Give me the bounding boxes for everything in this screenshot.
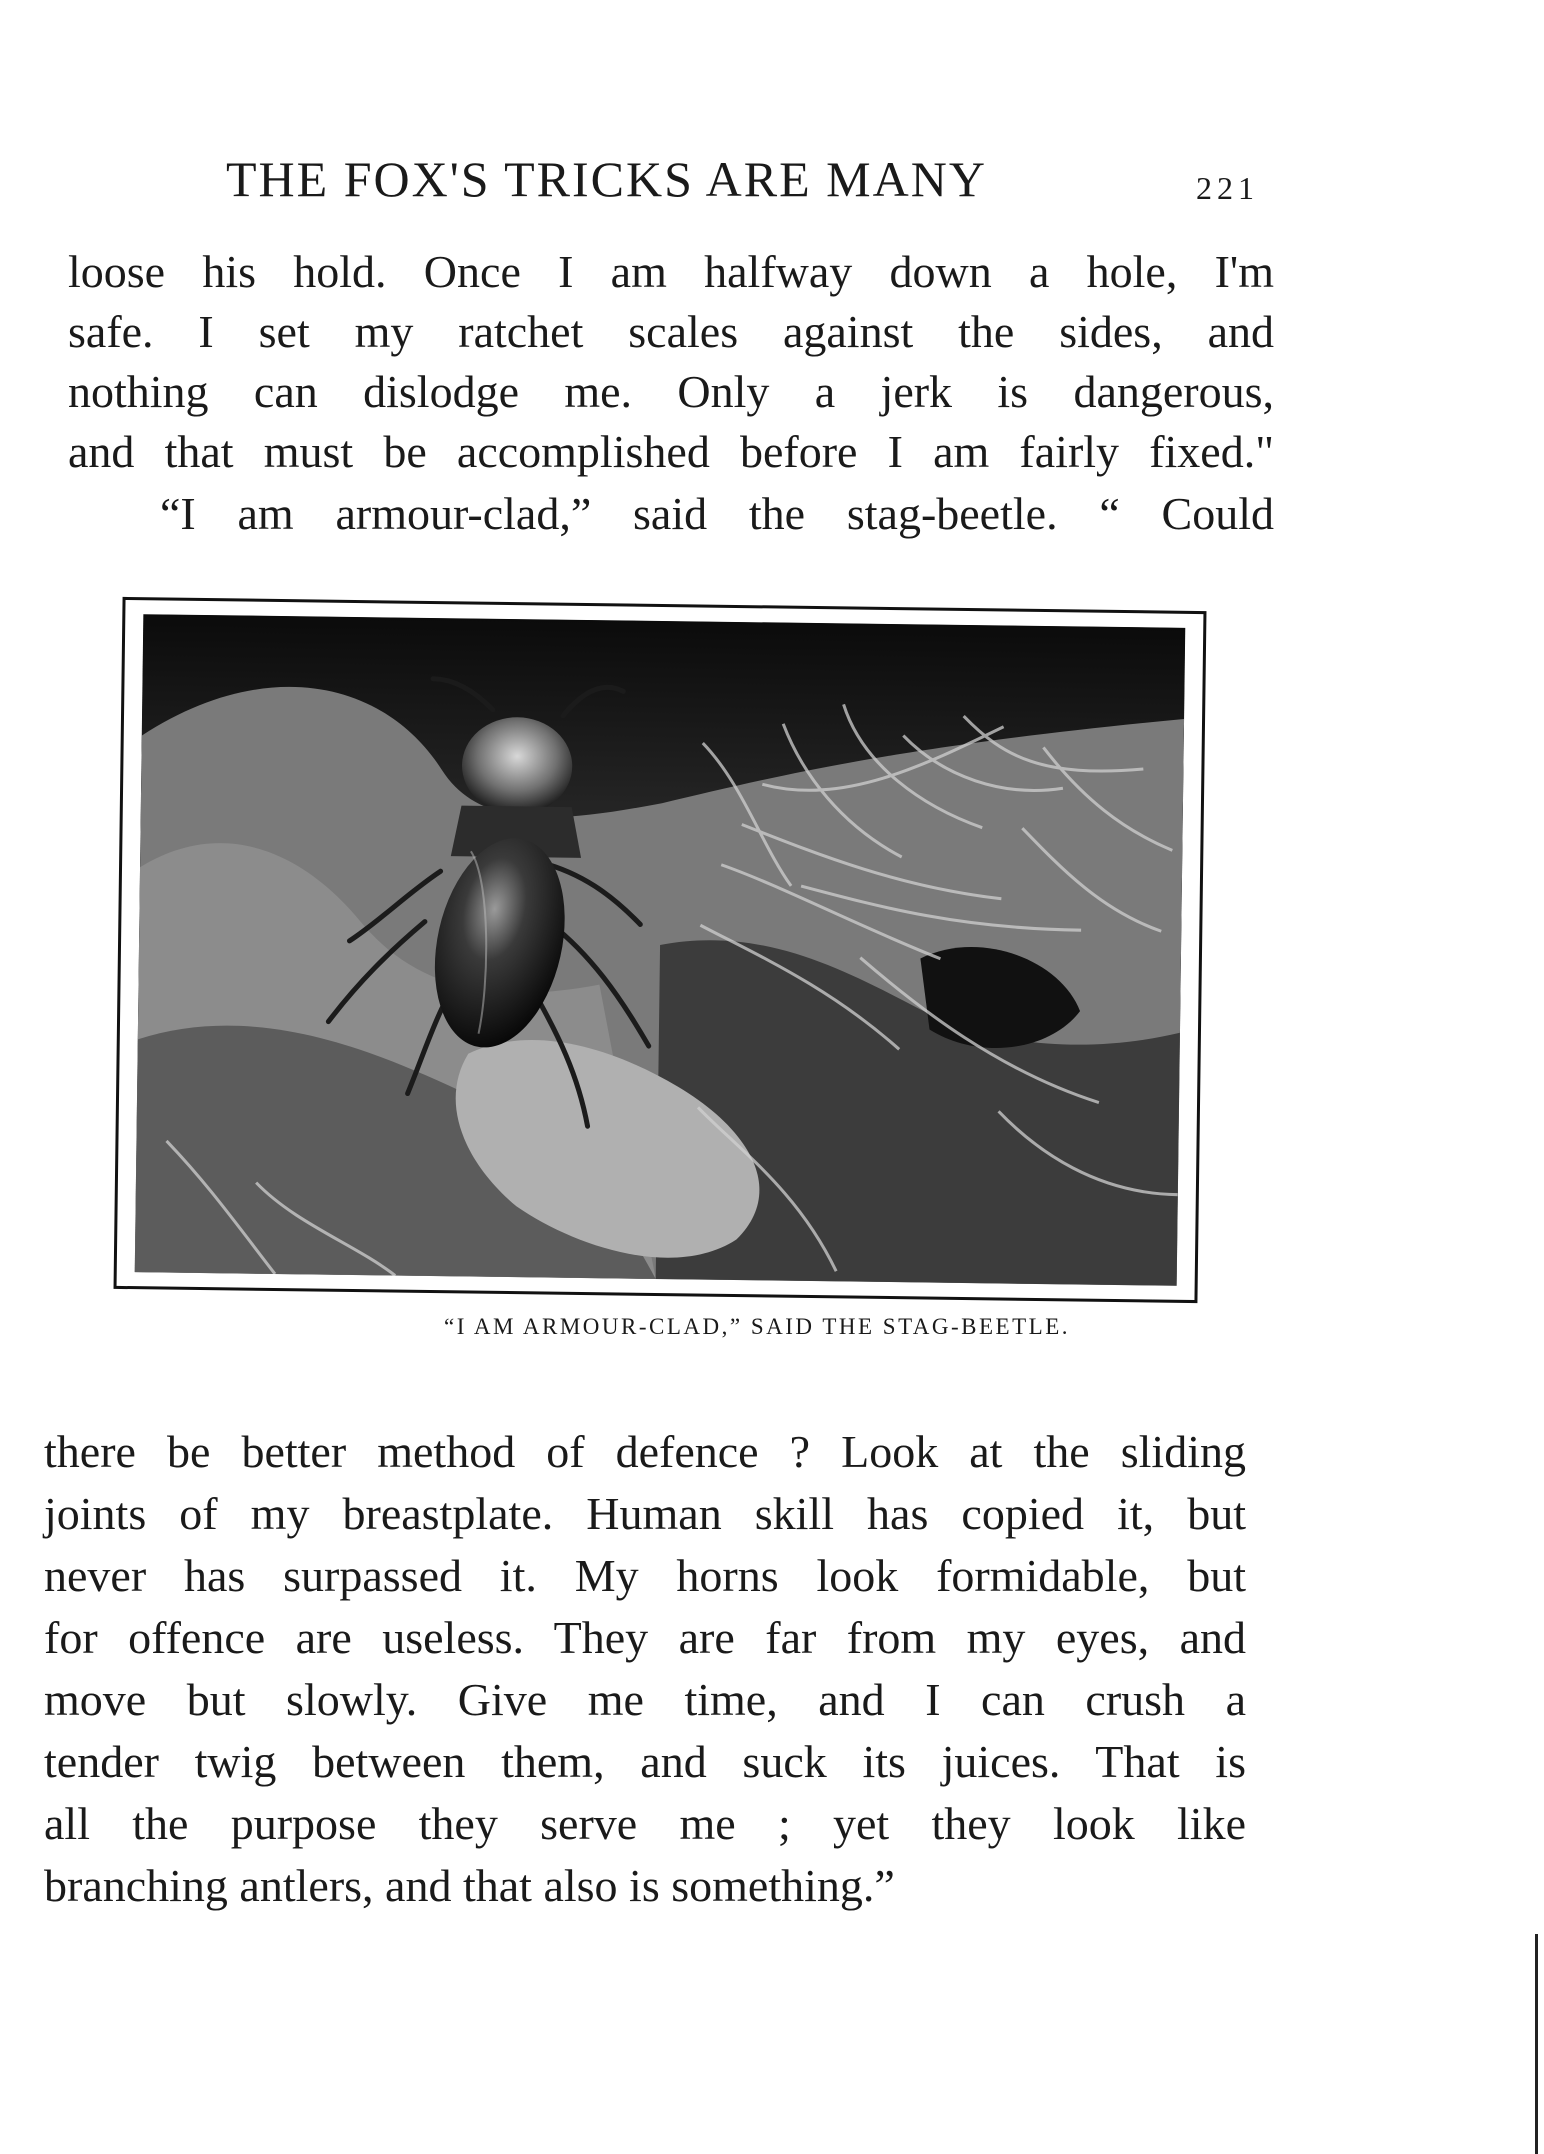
- text-line: joints of my breastplate. Human skill has copied it, but: [44, 1488, 1246, 1539]
- text-line: there be better method of defence ? Look at the sliding: [44, 1426, 1246, 1477]
- running-head: [0, 150, 1544, 210]
- figure-caption: “I AM ARMOUR-CLAD,” SAID THE STAG-BEETLE.: [443, 1314, 1070, 1339]
- text-line: nothing can dislodge me. Only a jerk is dangerous,: [68, 366, 1274, 417]
- photo-plate: [114, 597, 1207, 1303]
- text-line: loose his hold. Once I am halfway down a hole, I'm: [68, 246, 1274, 297]
- text-line: for offence are useless. They are far from my eyes, and: [44, 1612, 1246, 1663]
- text-line: branching antlers, and that also is something.”: [44, 1860, 895, 1911]
- text-line: all the purpose they serve me ; yet they look like: [44, 1798, 1246, 1849]
- scan-edge-mark: [1535, 1934, 1538, 2154]
- stag-beetle-illustration: [135, 614, 1186, 1286]
- text-line: never has surpassed it. My horns look formidable, but: [44, 1550, 1246, 1601]
- page-number: 221: [1196, 170, 1259, 206]
- text-line: safe. I set my ratchet scales against the sides, and: [68, 306, 1274, 357]
- text-line: and that must be accomplished before I am fairly fixed.": [68, 426, 1274, 477]
- text-line: move but slowly. Give me time, and I can crush a: [44, 1674, 1246, 1725]
- text-line: tender twig between them, and suck its juices. That is: [44, 1736, 1246, 1787]
- text-line: “I am armour-clad,” said the stag-beetle. “ Could: [160, 488, 1274, 539]
- running-title: THE FOX'S TRICKS ARE MANY: [226, 151, 987, 207]
- stag-beetle-photo: [135, 614, 1186, 1286]
